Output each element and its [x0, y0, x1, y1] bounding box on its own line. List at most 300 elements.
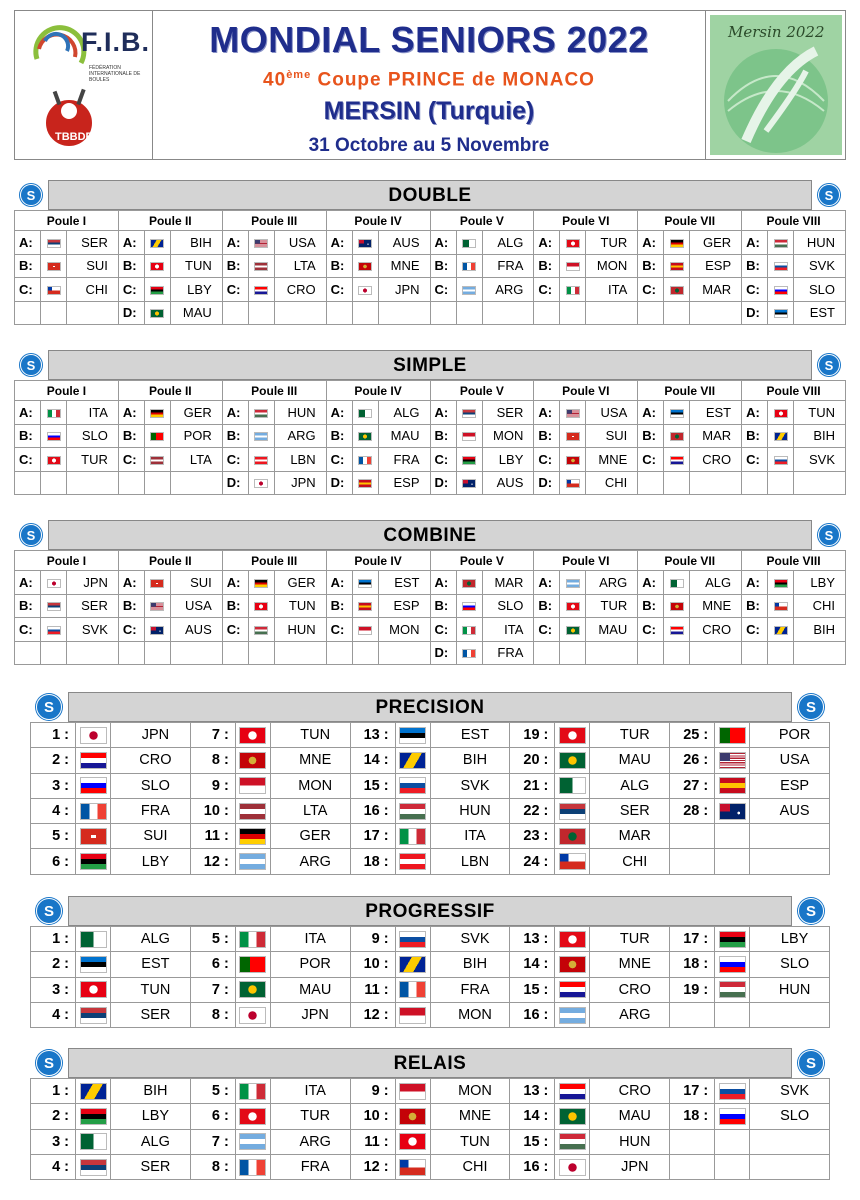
country-code: BIH — [430, 748, 510, 773]
s-badge-icon: S — [798, 694, 824, 720]
alg-flag-icon — [80, 1133, 107, 1150]
country-code: HUN — [274, 618, 326, 642]
group-letter: A: — [742, 571, 768, 595]
rank-number: 9 : — [350, 1079, 395, 1104]
flag-cell — [456, 301, 482, 325]
flag-cell — [395, 1104, 430, 1129]
country-code: CRO — [590, 1079, 670, 1104]
ita-flag-icon — [399, 828, 426, 845]
tbbdf-logo-text: TBBDF — [55, 131, 93, 143]
group-letter — [118, 471, 144, 495]
flag-cell — [715, 798, 750, 823]
group-letter: A: — [15, 401, 41, 425]
por-flag-icon — [719, 727, 746, 744]
flag-cell — [76, 1002, 111, 1027]
flag-cell — [555, 748, 590, 773]
bih-flag-icon — [150, 239, 164, 248]
country-code: MON — [270, 773, 350, 798]
group-letter: A: — [638, 401, 664, 425]
rank-number: 3 : — [31, 773, 76, 798]
cro-flag-icon — [670, 456, 684, 465]
ser-flag-icon — [462, 409, 476, 418]
group-letter: C: — [222, 278, 248, 302]
rank-number: 1 : — [31, 723, 76, 748]
usa-flag-icon — [719, 752, 746, 769]
group-letter: A: — [326, 401, 352, 425]
table-row — [31, 1079, 830, 1104]
flag-cell — [41, 401, 67, 425]
flag-cell — [560, 641, 586, 665]
ger-flag-icon — [670, 239, 684, 248]
rank-number: 1 : — [31, 1079, 76, 1104]
flag-cell — [395, 723, 430, 748]
mau-flag-icon — [150, 309, 164, 318]
flag-cell — [248, 471, 274, 495]
rank-number — [670, 1002, 715, 1027]
flag-cell — [456, 571, 482, 595]
rank-number: 14 : — [350, 748, 395, 773]
rank-number: 3 : — [31, 977, 76, 1002]
group-letter — [118, 641, 144, 665]
lbn-flag-icon — [399, 853, 426, 870]
section-title: DOUBLE — [48, 180, 812, 210]
country-code: CRO — [111, 748, 191, 773]
country-code: MAU — [590, 1104, 670, 1129]
country-code: SLO — [482, 594, 534, 618]
country-code: TUN — [170, 254, 222, 278]
country-code: ESP — [378, 594, 430, 618]
country-code: FRA — [482, 641, 534, 665]
ser-flag-icon — [47, 602, 61, 611]
flag-cell — [248, 571, 274, 595]
group-letter: B: — [430, 254, 456, 278]
country-code: SVK — [794, 448, 846, 472]
country-code: SUI — [586, 424, 638, 448]
flag-cell — [352, 231, 378, 255]
table-row — [15, 618, 846, 642]
flag-cell — [235, 1079, 270, 1104]
flag-cell — [144, 231, 170, 255]
flag-cell — [248, 254, 274, 278]
country-code: ALG — [590, 773, 670, 798]
flag-cell — [555, 1079, 590, 1104]
usa-flag-icon — [254, 239, 268, 248]
pool-header: Poule III — [222, 381, 326, 401]
country-code: POR — [170, 424, 222, 448]
est-flag-icon — [399, 727, 426, 744]
rank-number: 18 : — [670, 952, 715, 977]
flag-cell — [352, 301, 378, 325]
country-code: MAU — [170, 301, 222, 325]
arg-flag-icon — [566, 579, 580, 588]
rank-number: 24 : — [510, 849, 555, 874]
rank-number: 25 : — [670, 723, 715, 748]
flag-cell — [560, 618, 586, 642]
country-code — [378, 301, 430, 325]
s-badge-icon: S — [818, 524, 840, 546]
pool-header: Poule VII — [638, 211, 742, 231]
table-row — [31, 849, 830, 874]
flag-cell — [768, 278, 794, 302]
cro-flag-icon — [559, 981, 586, 998]
tun-flag-icon — [80, 981, 107, 998]
group-letter — [326, 301, 352, 325]
fib-logo-panel — [15, 11, 153, 159]
country-code: LTA — [270, 798, 350, 823]
country-code: AUS — [482, 471, 534, 495]
rank-number: 10 : — [350, 952, 395, 977]
country-code — [67, 641, 119, 665]
group-letter: A: — [742, 231, 768, 255]
pool-table — [14, 380, 846, 495]
country-code — [274, 641, 326, 665]
flag-cell — [715, 1079, 750, 1104]
group-letter: A: — [534, 231, 560, 255]
table-row — [31, 748, 830, 773]
jpn-flag-icon — [358, 286, 372, 295]
table-row — [31, 1104, 830, 1129]
table-row — [31, 723, 830, 748]
svk-flag-icon — [774, 262, 788, 271]
flag-cell — [555, 1154, 590, 1179]
fra-flag-icon — [239, 1159, 266, 1176]
fra-flag-icon — [80, 803, 107, 820]
rank-number: 5 : — [190, 927, 235, 952]
jpn-flag-icon — [559, 1159, 586, 1176]
group-letter: B: — [118, 594, 144, 618]
country-code: SLO — [750, 952, 830, 977]
flag-cell — [555, 977, 590, 1002]
arg-flag-icon — [462, 286, 476, 295]
group-letter: C: — [326, 278, 352, 302]
group-letter — [638, 471, 664, 495]
group-letter: B: — [638, 254, 664, 278]
country-code: JPN — [590, 1154, 670, 1179]
country-code: SLO — [794, 278, 846, 302]
country-code: LBY — [170, 278, 222, 302]
flag-cell — [456, 424, 482, 448]
country-code — [586, 641, 638, 665]
flag-cell — [715, 1104, 750, 1129]
group-letter — [15, 301, 41, 325]
flag-cell — [352, 401, 378, 425]
country-code: TUN — [270, 723, 350, 748]
country-code: MAU — [586, 618, 638, 642]
group-letter — [15, 641, 41, 665]
group-letter — [638, 301, 664, 325]
flag-cell — [235, 977, 270, 1002]
group-letter: B: — [118, 424, 144, 448]
pool-header: Poule VIII — [742, 551, 846, 571]
flag-cell — [768, 254, 794, 278]
pool-header: Poule IV — [326, 381, 430, 401]
table-row — [31, 927, 830, 952]
group-letter: C: — [534, 278, 560, 302]
country-code: SER — [111, 1154, 191, 1179]
fra-flag-icon — [358, 456, 372, 465]
chi-flag-icon — [47, 286, 61, 295]
ger-flag-icon — [254, 579, 268, 588]
mersin-logo-text: Mersin 2022 — [728, 23, 825, 41]
arg-flag-icon — [559, 1007, 586, 1024]
group-letter: D: — [534, 471, 560, 495]
country-code — [67, 471, 119, 495]
country-code: SVK — [430, 927, 510, 952]
lby-flag-icon — [462, 456, 476, 465]
group-letter: D: — [742, 301, 768, 325]
country-code: LBY — [111, 849, 191, 874]
usa-flag-icon — [150, 602, 164, 611]
pool-section-combine — [14, 520, 846, 665]
fra-flag-icon — [399, 981, 426, 998]
mon-flag-icon — [358, 626, 372, 635]
country-code: SUI — [111, 824, 191, 849]
flag-cell — [235, 1129, 270, 1154]
rank-number: 9 : — [350, 927, 395, 952]
flag-cell — [235, 824, 270, 849]
group-letter: B: — [222, 594, 248, 618]
table-row — [15, 641, 846, 665]
rank-number: 8 : — [190, 1002, 235, 1027]
group-letter: C: — [118, 278, 144, 302]
bih-flag-icon — [774, 432, 788, 441]
flag-cell — [76, 1104, 111, 1129]
flag-cell — [144, 254, 170, 278]
country-code: CRO — [590, 977, 670, 1002]
country-code — [750, 1002, 830, 1027]
country-code: TUR — [270, 1104, 350, 1129]
flag-cell — [664, 401, 690, 425]
country-code: EST — [794, 301, 846, 325]
rank-number: 22 : — [510, 798, 555, 823]
est-flag-icon — [80, 956, 107, 973]
flag-cell — [768, 594, 794, 618]
table-row — [15, 424, 846, 448]
flag-cell — [144, 448, 170, 472]
country-code: MON — [586, 254, 638, 278]
flag-cell — [76, 824, 111, 849]
flag-cell — [715, 824, 750, 849]
country-code: TUR — [590, 723, 670, 748]
country-code: HUN — [274, 401, 326, 425]
flag-cell — [768, 618, 794, 642]
flag-cell — [76, 1079, 111, 1104]
table-row — [15, 448, 846, 472]
fib-logo-text: F.I.B. — [81, 27, 151, 57]
flag-cell — [715, 952, 750, 977]
flag-cell — [76, 952, 111, 977]
flag-cell — [664, 301, 690, 325]
country-code: FRA — [378, 448, 430, 472]
rank-number — [670, 1129, 715, 1154]
country-code: MON — [430, 1079, 510, 1104]
flag-cell — [352, 254, 378, 278]
flag-cell — [352, 424, 378, 448]
mau-flag-icon — [559, 1108, 586, 1125]
flag-cell — [664, 571, 690, 595]
country-code: SUI — [170, 571, 222, 595]
flag-cell — [352, 618, 378, 642]
country-code: EST — [111, 952, 191, 977]
rank-number: 16 : — [350, 798, 395, 823]
flag-cell — [352, 471, 378, 495]
group-letter: D: — [118, 301, 144, 325]
country-code: CRO — [690, 448, 742, 472]
header-titles — [153, 11, 705, 159]
country-code: EST — [690, 401, 742, 425]
pool-header: Poule VIII — [742, 381, 846, 401]
sui-flag-icon — [566, 432, 580, 441]
flag-cell — [560, 301, 586, 325]
tur-flag-icon — [566, 602, 580, 611]
bih-flag-icon — [80, 1083, 107, 1100]
chi-flag-icon — [566, 479, 580, 488]
slo-flag-icon — [462, 602, 476, 611]
flag-cell — [352, 278, 378, 302]
flag-cell — [76, 977, 111, 1002]
slo-flag-icon — [80, 777, 107, 794]
country-code — [170, 471, 222, 495]
section-title-row — [30, 896, 830, 926]
section-title-row — [30, 692, 830, 722]
group-letter: D: — [326, 471, 352, 495]
group-letter: B: — [222, 424, 248, 448]
flag-cell — [456, 401, 482, 425]
rank-number: 15 : — [350, 773, 395, 798]
country-code: HUN — [430, 798, 510, 823]
flag-cell — [144, 571, 170, 595]
table-row — [31, 824, 830, 849]
mne-flag-icon — [358, 262, 372, 271]
usa-flag-icon — [566, 409, 580, 418]
flag-cell — [395, 977, 430, 1002]
s-badge-icon: S — [36, 1050, 62, 1076]
cro-flag-icon — [80, 752, 107, 769]
rank-number: 4 : — [31, 1154, 76, 1179]
country-code: MAU — [270, 977, 350, 1002]
flag-cell — [768, 641, 794, 665]
alg-flag-icon — [559, 777, 586, 794]
country-code — [690, 301, 742, 325]
country-code: ARG — [270, 1129, 350, 1154]
group-letter: B: — [15, 424, 41, 448]
flag-cell — [395, 798, 430, 823]
flag-cell — [144, 301, 170, 325]
flag-cell — [768, 571, 794, 595]
group-letter: A: — [534, 401, 560, 425]
cro-flag-icon — [254, 286, 268, 295]
mne-flag-icon — [559, 956, 586, 973]
section-title-row — [14, 520, 846, 550]
pool-header: Poule IV — [326, 211, 430, 231]
rank-number: 17 : — [670, 927, 715, 952]
country-code: CHI — [794, 594, 846, 618]
mne-flag-icon — [670, 602, 684, 611]
flag-cell — [560, 278, 586, 302]
tun-flag-icon — [774, 409, 788, 418]
flag-cell — [664, 618, 690, 642]
pool-header: Poule I — [15, 551, 119, 571]
rank-number: 7 : — [190, 1129, 235, 1154]
lbn-flag-icon — [254, 456, 268, 465]
group-letter: C: — [15, 618, 41, 642]
country-code: BIH — [794, 618, 846, 642]
jpn-flag-icon — [254, 479, 268, 488]
country-code: SLO — [111, 773, 191, 798]
ita-flag-icon — [239, 1083, 266, 1100]
flag-cell — [664, 231, 690, 255]
flag-cell — [715, 1154, 750, 1179]
country-code: ARG — [482, 278, 534, 302]
page-header — [14, 10, 846, 160]
group-letter: A: — [638, 571, 664, 595]
ser-flag-icon — [80, 1159, 107, 1176]
rank-number: 12 : — [190, 849, 235, 874]
s-badge-icon: S — [36, 898, 62, 924]
svk-flag-icon — [399, 931, 426, 948]
s-badge-icon: S — [36, 694, 62, 720]
country-code: ALG — [378, 401, 430, 425]
flag-cell — [248, 301, 274, 325]
hun-flag-icon — [774, 239, 788, 248]
country-code — [482, 301, 534, 325]
pool-header: Poule III — [222, 211, 326, 231]
page-subtitle: 40ème Coupe PRINCE de MONACO — [263, 69, 595, 91]
table-row — [15, 571, 846, 595]
flag-cell — [248, 641, 274, 665]
pool-header: Poule II — [118, 551, 222, 571]
country-code: CHI — [67, 278, 119, 302]
country-code: LBY — [111, 1104, 191, 1129]
event-dates: 31 Octobre au 5 Novembre — [308, 135, 550, 156]
country-code: GER — [170, 401, 222, 425]
jpn-flag-icon — [80, 727, 107, 744]
rank-number: 15 : — [510, 1129, 555, 1154]
rank-number: 5 : — [190, 1079, 235, 1104]
rank-number: 17 : — [350, 824, 395, 849]
flag-cell — [76, 798, 111, 823]
flag-cell — [664, 594, 690, 618]
flag-cell — [715, 977, 750, 1002]
tur-flag-icon — [239, 1108, 266, 1125]
country-code: FRA — [111, 798, 191, 823]
flag-cell — [560, 231, 586, 255]
esp-flag-icon — [358, 479, 372, 488]
rank-number: 6 : — [31, 849, 76, 874]
aus-flag-icon — [719, 803, 746, 820]
country-code: HUN — [590, 1129, 670, 1154]
hun-flag-icon — [559, 1133, 586, 1150]
table-row — [15, 278, 846, 302]
cro-flag-icon — [670, 626, 684, 635]
country-code: TUR — [586, 594, 638, 618]
ser-flag-icon — [80, 1007, 107, 1024]
country-code: JPN — [274, 471, 326, 495]
country-code: USA — [750, 748, 830, 773]
country-code: ITA — [430, 824, 510, 849]
country-code: ESP — [378, 471, 430, 495]
group-letter — [222, 641, 248, 665]
tur-flag-icon — [47, 456, 61, 465]
rank-number: 13 : — [510, 927, 555, 952]
rank-number: 19 : — [670, 977, 715, 1002]
group-letter: A: — [638, 231, 664, 255]
tun-flag-icon — [254, 602, 268, 611]
section-title: RELAIS — [68, 1048, 792, 1078]
alg-flag-icon — [462, 239, 476, 248]
flag-cell — [456, 471, 482, 495]
pool-header-row — [15, 551, 846, 571]
